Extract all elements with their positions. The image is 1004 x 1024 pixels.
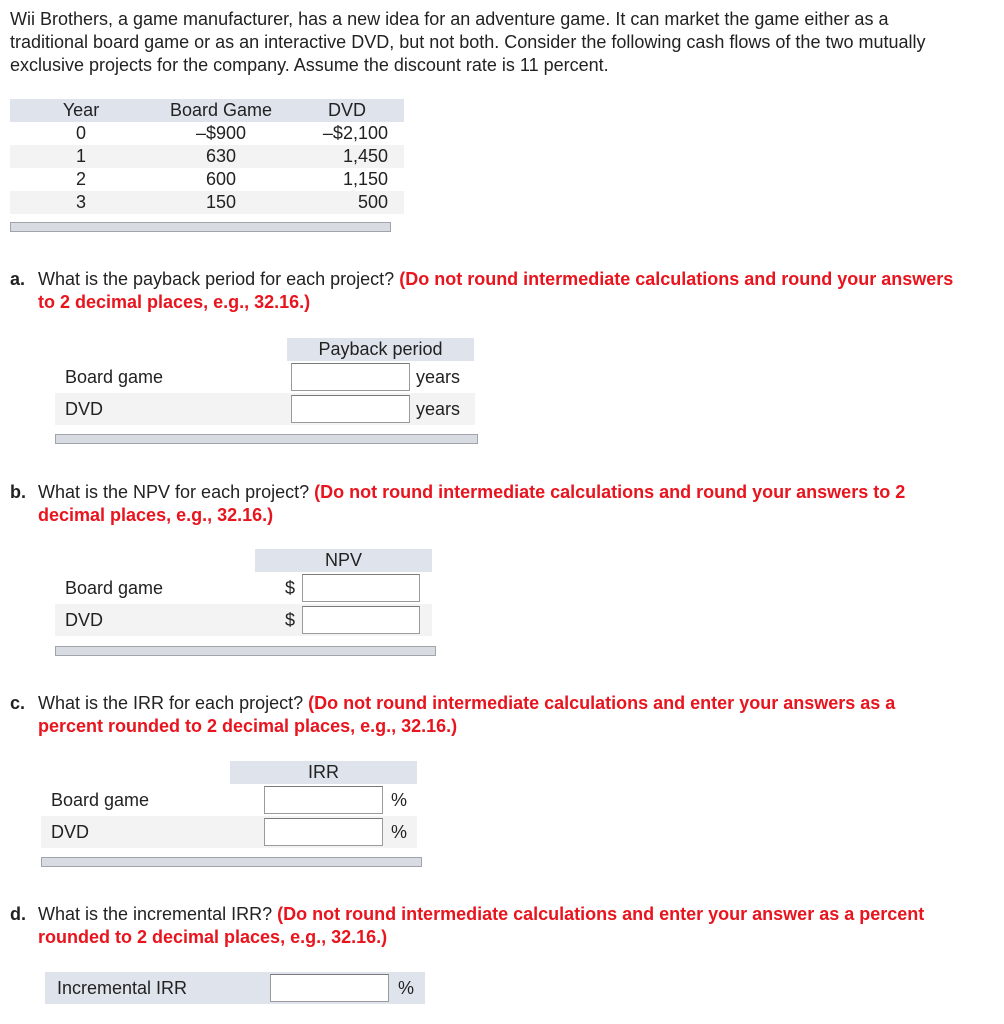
payback-header: Payback period — [287, 338, 474, 361]
row-label: DVD — [65, 610, 104, 630]
cell-dvd: 1,450 — [290, 145, 404, 168]
incremental-irr-input[interactable] — [270, 974, 389, 1002]
answer-row-board-game — [55, 572, 432, 604]
cell-board-game: –$900 — [195, 123, 247, 143]
row-label: Board game — [65, 367, 164, 387]
question-label: b. — [10, 482, 26, 502]
row-label: Board game — [51, 790, 150, 810]
question-instruction: (Do not round intermediate calculations and enter your answers as a percent rounded to 2 decimal places, e.g., 32.16.) — [38, 693, 896, 736]
cell-dvd: 500 — [290, 191, 404, 214]
cell-board-game: 630 — [152, 145, 290, 168]
cell-year: 1 — [10, 145, 152, 168]
answer-row-dvd — [55, 604, 432, 636]
unit-label: years — [416, 399, 461, 419]
question-text: What is the incremental IRR? — [38, 904, 273, 924]
table-footer-bar — [55, 434, 478, 444]
npv-header: NPV — [255, 549, 432, 572]
table-row — [10, 145, 404, 168]
unit-label: % — [391, 790, 408, 810]
question-b — [10, 481, 970, 527]
incremental-irr-row — [45, 972, 425, 1004]
question-text: What is the IRR for each project? — [38, 693, 304, 713]
cell-board-game: 150 — [152, 191, 290, 214]
question-instruction: (Do not round intermediate calculations and round your answers to 2 decimal places, e.g., 32.16.) — [38, 269, 954, 312]
cash-flow-header-row — [10, 99, 404, 122]
payback-dvd-input[interactable] — [291, 395, 410, 423]
answer-row-dvd — [55, 393, 475, 425]
col-header-board-game: Board Game — [152, 99, 290, 122]
question-d — [10, 903, 970, 949]
currency-label: $ — [285, 610, 296, 630]
table-row — [10, 168, 404, 191]
unit-label: years — [416, 367, 461, 387]
question-text: What is the NPV for each project? — [38, 482, 310, 502]
question-text: What is the payback period for each project? — [38, 269, 395, 289]
cash-flow-table — [10, 99, 404, 214]
col-header-dvd: DVD — [290, 99, 404, 122]
irr-dvd-input[interactable] — [264, 818, 383, 846]
answer-row-board-game — [41, 784, 417, 816]
question-label: a. — [10, 269, 26, 289]
table-row — [10, 122, 404, 145]
row-label: DVD — [51, 822, 90, 842]
unit-label: % — [398, 978, 415, 998]
table-footer-bar — [10, 222, 391, 232]
table-row — [10, 191, 404, 214]
cell-board-game: 600 — [205, 169, 237, 189]
cell-year: 0 — [75, 123, 86, 143]
npv-board-game-input[interactable] — [302, 574, 420, 602]
problem-statement: Wii Brothers, a game manufacturer, has a new idea for an adventure game. It can market the game either as a traditional board game or as an interactive DVD, but not both. Consider the following cash flows of the two mutually exclusive projects for the company. Assume the discount rate is 11 percent. — [10, 9, 926, 75]
row-label: Incremental IRR — [57, 978, 188, 998]
irr-board-game-input[interactable] — [264, 786, 383, 814]
question-label: c. — [10, 693, 26, 713]
cell-dvd: –$2,100 — [322, 123, 388, 143]
payback-board-game-input[interactable] — [291, 363, 410, 391]
irr-header: IRR — [230, 761, 417, 784]
unit-label: % — [391, 822, 408, 842]
question-instruction: (Do not round intermediate calculations and round your answers to 2 decimal places, e.g., 32.16.) — [38, 482, 906, 525]
question-a — [10, 268, 970, 314]
table-footer-bar — [55, 646, 436, 656]
answer-row-dvd — [41, 816, 417, 848]
cell-year: 3 — [10, 191, 152, 214]
row-label: Board game — [65, 578, 164, 598]
question-label: d. — [10, 904, 26, 924]
npv-dvd-input[interactable] — [302, 606, 420, 634]
question-instruction: (Do not round intermediate calculations and enter your answer as a percent rounded to 2 decimal places, e.g., 32.16.) — [38, 904, 925, 947]
answer-row-board-game — [55, 361, 475, 393]
row-label: DVD — [65, 399, 104, 419]
col-header-year: Year — [10, 99, 152, 122]
table-footer-bar — [41, 857, 422, 867]
cell-dvd: 1,150 — [342, 169, 388, 189]
currency-label: $ — [285, 578, 296, 598]
cell-year: 2 — [75, 169, 86, 189]
question-c — [10, 692, 970, 738]
